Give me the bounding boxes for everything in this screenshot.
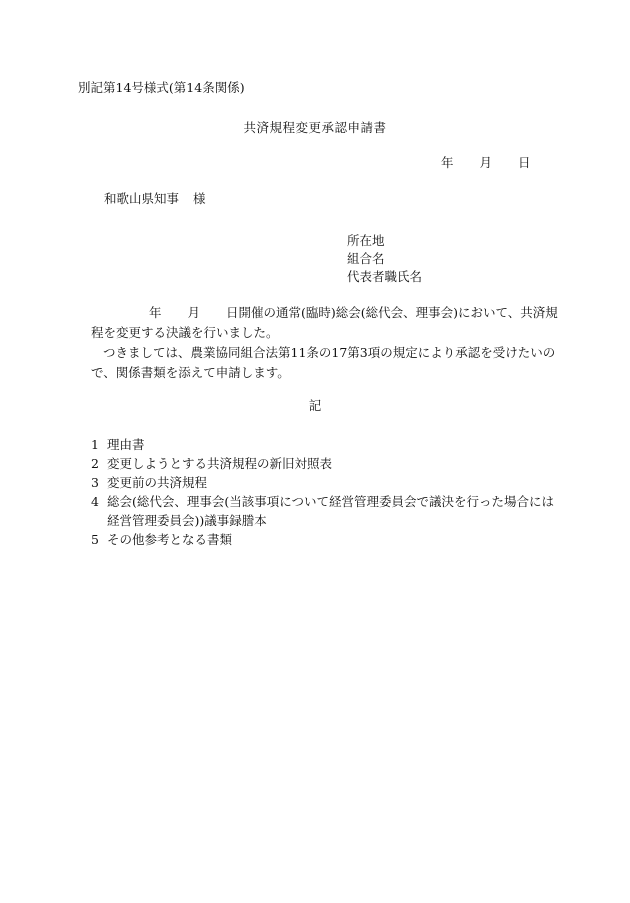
applicant-block [347, 232, 422, 286]
item-number: 3 [91, 475, 99, 490]
item-number: 2 [91, 456, 99, 471]
body-paragraph-1 [91, 303, 561, 343]
date-line [441, 157, 531, 170]
date-year: 年 [441, 155, 454, 170]
representative-label: 代表者職氏名 [347, 269, 423, 284]
document-title: 共済規程変更承認申請書 [243, 120, 387, 135]
addressee-honorific: 様 [193, 191, 206, 206]
item-number: 4 [91, 494, 99, 509]
date-day: 日 [518, 155, 531, 170]
body-paragraph-2: つきましては、農業協同組合法第11条の17第3項の規定により承認を受けたいので、関係書類を添えて申請します。 [91, 345, 556, 380]
list-item [91, 530, 561, 549]
item-number: 5 [91, 532, 99, 547]
address-label: 所在地 [347, 233, 385, 248]
form-number: 別記第14号様式(第14条関係) [78, 80, 245, 95]
item-text: 理由書 [107, 437, 145, 452]
body-year: 年 [149, 305, 162, 320]
list-item [91, 473, 561, 492]
addressee-name: 和歌山県知事 [104, 191, 180, 206]
list-item [91, 435, 561, 454]
body-month: 月 [187, 305, 201, 320]
association-label: 組合名 [347, 251, 385, 266]
list-item [91, 454, 561, 473]
ki-heading: 記 [308, 398, 322, 413]
body-text-a: 日開催の通常(臨時)総会(総代会、理事会)において、共済規程を変更する決議を行いました。 [91, 305, 558, 340]
attachment-list [91, 435, 561, 549]
list-item [91, 492, 561, 530]
item-text: 総会(総代会、理事会(当該事項について経営管理委員会で議決を行った場合には経営管理委員会))議事録謄本 [107, 494, 555, 528]
item-text: その他参考となる書類 [107, 532, 233, 547]
item-number: 1 [91, 437, 99, 452]
application-body [91, 303, 561, 383]
item-text: 変更しようとする共済規程の新旧対照表 [107, 456, 333, 471]
item-text: 変更前の共済規程 [107, 475, 208, 490]
date-month: 月 [479, 155, 493, 170]
addressee [104, 193, 206, 206]
